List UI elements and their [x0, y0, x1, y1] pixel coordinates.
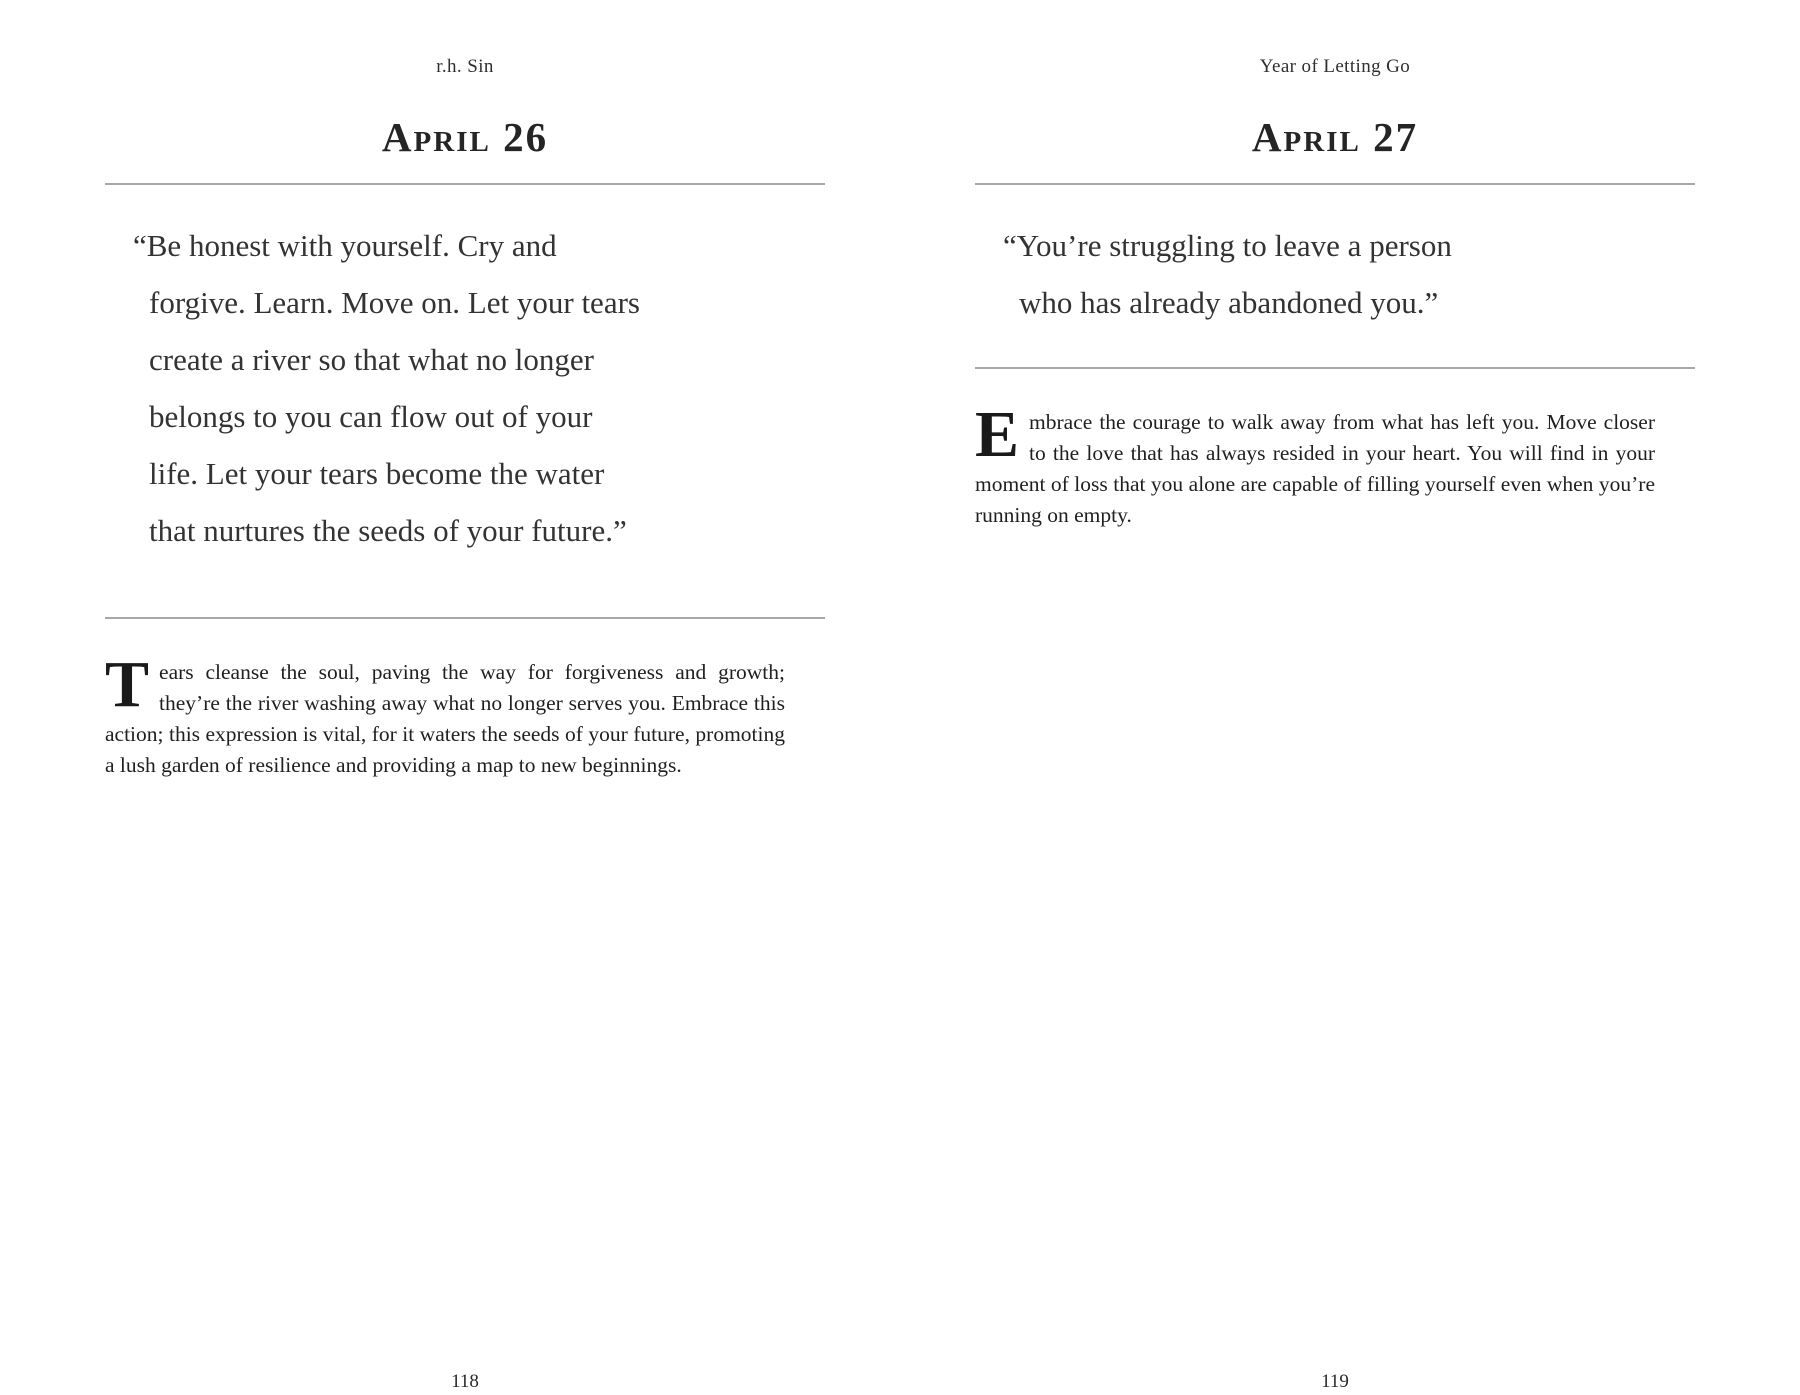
body-text: ears cleanse the soul, paving the way for forgiveness and growth; they’re the river washing away what no longer serves you. Embrace this action; this expression is vital, for it waters the seeds of your future, promoting a lush garden of resilience and providing a map to new beginnings. [105, 660, 785, 777]
body-paragraph [105, 648, 785, 781]
page-number: 118 [451, 1371, 479, 1392]
title-divider [105, 183, 825, 185]
quote-line: forgive. Learn. Move on. Let your tears [149, 285, 640, 320]
quote-line: “You’re struggling to leave a person [1003, 228, 1452, 263]
quote-line: life. Let your tears become the water [149, 456, 605, 491]
quote-line: create a river so that what no longer [149, 342, 595, 377]
quote-divider [105, 617, 825, 619]
quote-line: who has already abandoned you.” [1019, 285, 1439, 320]
quote-block [105, 217, 825, 559]
quote-divider [975, 367, 1695, 369]
quote-block [975, 217, 1695, 331]
page-number: 119 [1321, 1371, 1349, 1392]
quote-line: that nurtures the seeds of your future.” [149, 513, 627, 548]
title-divider [975, 183, 1695, 185]
right-page-column [975, 56, 1695, 1395]
running-header-author: r.h. Sin [436, 56, 494, 77]
page-title-date: April 26 [381, 114, 549, 160]
quote-line: belongs to you can flow out of your [149, 399, 593, 434]
right-page [900, 0, 1800, 1395]
running-header-book-title: Year of Letting Go [1259, 56, 1411, 77]
page-title-date: April 27 [1251, 114, 1419, 160]
dropcap-letter: E [975, 398, 1020, 471]
dropcap-letter: T [105, 648, 150, 721]
left-page-column [105, 56, 825, 1395]
quote-line: “Be honest with yourself. Cry and [133, 228, 557, 263]
body-text: mbrace the courage to walk away from what has left you. Move closer to the love that has always resided in your heart. You will find in your moment of loss that you alone are capable of filling yourself even when you’re running on empty. [975, 410, 1655, 527]
body-paragraph [975, 398, 1655, 531]
